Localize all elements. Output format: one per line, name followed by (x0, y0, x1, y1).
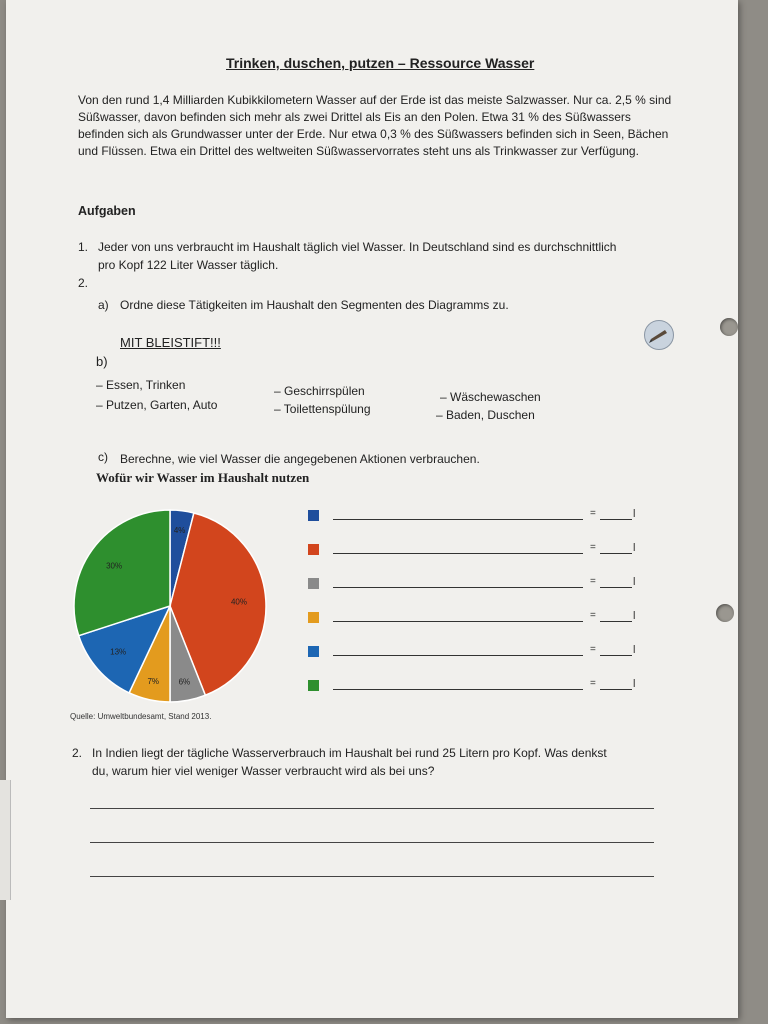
task-a-label: a) (98, 298, 109, 312)
punch-hole-top (720, 318, 738, 336)
punch-hole-bottom (716, 604, 734, 622)
tasks-heading: Aufgaben (78, 204, 136, 218)
answer-line-1[interactable] (90, 808, 654, 809)
legend-equals-2: = (590, 576, 596, 587)
legend-row-4 (308, 646, 648, 660)
legend-unit-5: l (633, 678, 636, 690)
task2-line1: In Indien liegt der tägliche Wasserverbrauch im Haushalt bei rund 25 Litern pro Kopf. Was denkst (92, 746, 607, 760)
legend-value-line-3[interactable] (600, 621, 632, 622)
pie-label-3: 7% (147, 676, 160, 686)
legend-equals-5: = (590, 678, 596, 689)
legend-swatch-5 (308, 680, 319, 691)
legend-swatch-1 (308, 544, 319, 555)
activity-toilette: – Toilettenspülung (274, 402, 371, 416)
activity-essen: – Essen, Trinken (96, 378, 186, 392)
answer-line-2[interactable] (90, 842, 654, 843)
task-b-label: b) (96, 354, 108, 369)
legend-unit-1: l (633, 542, 636, 554)
legend-answer-line-1[interactable] (333, 553, 583, 554)
legend-equals-4: = (590, 644, 596, 655)
legend-row-5 (308, 680, 648, 694)
chart-title: Wofür wir Wasser im Haushalt nutzen (96, 470, 310, 485)
task1-line2: pro Kopf 122 Liter Wasser täglich. (98, 258, 279, 272)
chart-source: Quelle: Umweltbundesamt, Stand 2013. (70, 712, 212, 721)
legend-swatch-0 (308, 510, 319, 521)
legend-equals-3: = (590, 610, 596, 621)
legend-row-3 (308, 612, 648, 626)
legend-equals-1: = (590, 542, 596, 553)
task1-number: 1. (78, 240, 89, 254)
legend-unit-2: l (633, 576, 636, 588)
task2-line2: du, warum hier viel weniger Wasser verbraucht wird als bei uns? (92, 764, 435, 778)
legend-answer-line-4[interactable] (333, 655, 583, 656)
activity-baden: – Baden, Duschen (436, 408, 535, 422)
legend-answer-line-3[interactable] (333, 621, 583, 622)
legend-unit-4: l (633, 644, 636, 656)
pie-label-5: 30% (106, 561, 123, 571)
intro-paragraph: Von den rund 1,4 Milliarden Kubikkilometern Wasser auf der Erde ist das meiste Salzwasser. Nur ca. 2,5 % sind Süßwasser, davon befinden sich mehr als zwei Drittel als Eis an den Polen. Etwa 31 % des Süßwassers befinden sich als Grundwasser unter der Erde. Nur etwa 0,3 % des Süßwassers befinden sich in Seen, Bächen und Flüssen. Etwa ein Drittel des weltweiten Süßwasservorrates steht uns als Trinkwasser zur Verfügung. (78, 93, 672, 158)
stacked-paper-edge (0, 780, 11, 900)
legend-value-line-5[interactable] (600, 689, 632, 690)
task2-number: 2. (72, 746, 83, 760)
legend-value-line-0[interactable] (600, 519, 632, 520)
activity-putzen: – Putzen, Garten, Auto (96, 398, 218, 412)
legend-swatch-4 (308, 646, 319, 657)
pie-label-0: 4% (173, 525, 186, 535)
worksheet-title: Trinken, duschen, putzen – Ressource Wasser (226, 55, 535, 71)
activity-waesche: – Wäschewaschen (440, 390, 541, 404)
legend-answer-line-0[interactable] (333, 519, 583, 520)
answer-line-3[interactable] (90, 876, 654, 877)
legend-equals-0: = (590, 508, 596, 519)
pencil-note: MIT BLEISTIFT!!! (120, 335, 221, 350)
legend-value-line-4[interactable] (600, 655, 632, 656)
task-c-label: c) (98, 450, 108, 464)
pie-chart (70, 506, 270, 706)
task-a-text: Ordne diese Tätigkeiten im Haushalt den Segmenten des Diagramms zu. (120, 298, 509, 312)
worksheet-page (6, 0, 738, 1018)
legend-unit-0: l (633, 508, 636, 520)
legend-row-1 (308, 544, 648, 558)
stray-number: 2. (78, 276, 89, 290)
pie-label-1: 40% (230, 597, 247, 607)
legend-row-2 (308, 578, 648, 592)
legend-swatch-3 (308, 612, 319, 623)
task-c-text: Berechne, wie viel Wasser die angegebenen Aktionen verbrauchen. (120, 452, 480, 466)
pie-label-4: 13% (110, 647, 127, 657)
pie-label-2: 6% (178, 677, 191, 687)
legend-answer-line-5[interactable] (333, 689, 583, 690)
legend-value-line-2[interactable] (600, 587, 632, 588)
legend-unit-3: l (633, 610, 636, 622)
legend-value-line-1[interactable] (600, 553, 632, 554)
pencil-icon (644, 320, 674, 350)
legend-answer-line-2[interactable] (333, 587, 583, 588)
task1-line1: Jeder von uns verbraucht im Haushalt täglich viel Wasser. In Deutschland sind es durchschnittlich (98, 240, 617, 254)
legend-row-0 (308, 510, 648, 524)
legend-swatch-2 (308, 578, 319, 589)
activity-geschirr: – Geschirrspülen (274, 384, 365, 398)
